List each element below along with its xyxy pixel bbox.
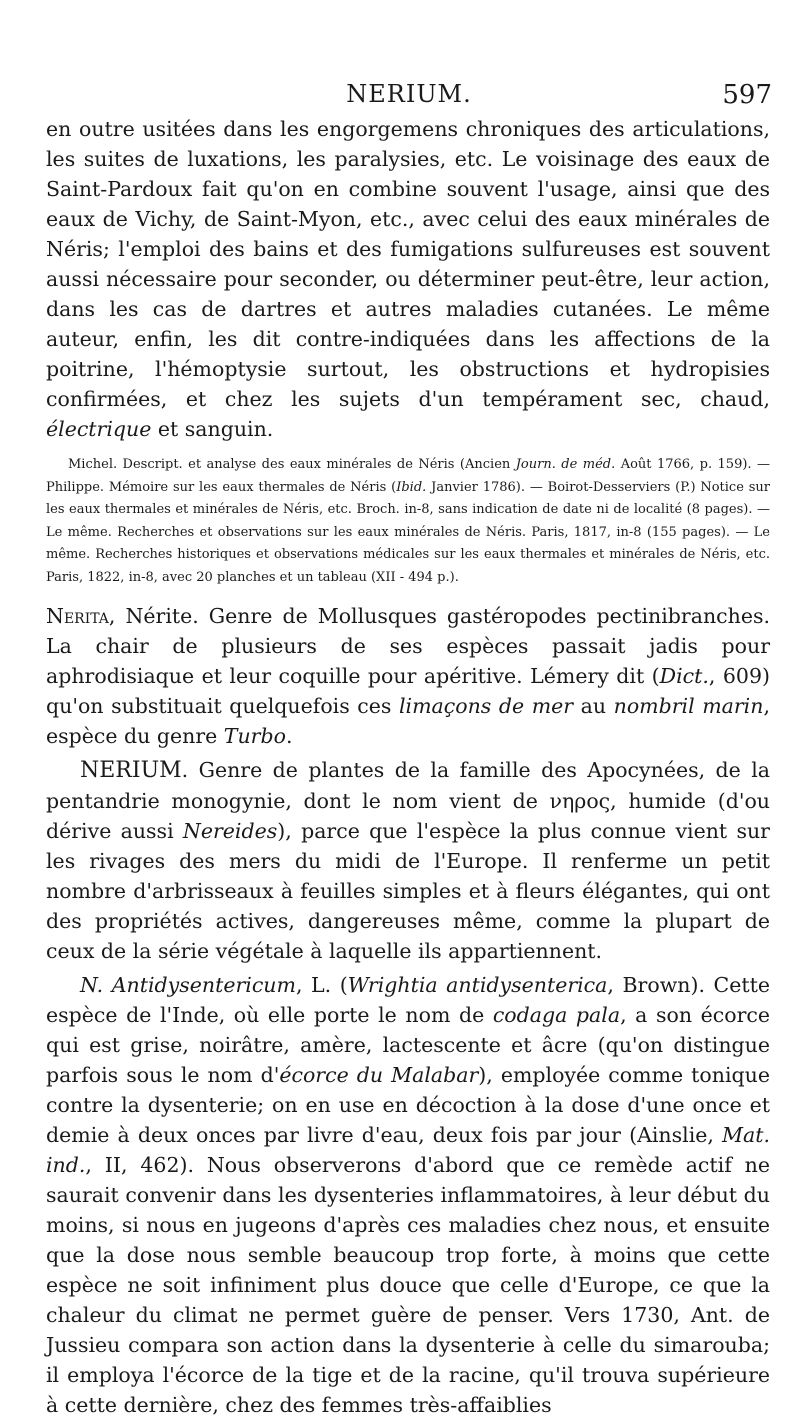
entry-antidysentericum: N. Antidysentericum, L. (Wrightia antidysenterica, Brown). Cette espèce de l'Inde, où elle porte le nom de codaga pala, a son écorce qui est grise, noirâtre, amère, lactescente et âcre (qu'on distingue parfois sous le nom d'écorce du Malabar), employée comme tonique contre la dysenterie; on en use en décoction à la dose d'une once et demie à deux onces par livre d'eau, deux fois par jour (Ainslie, Mat. ind., II, 462). Nous observerons d'abord que ce remède actif ne saurait convenir dans les dysenteries inflammatoires, à leur début du moins, si nous en jugeons d'après ces maladies chez nous, et ensuite que la dose nous semble beaucoup trop forte, à moins que cette espèce ne soit infiniment plus douce que celle d'Europe, ce que la chaleur du climat ne permet guère de penser. Vers 1730, Ant. de Jussieu compara son action dans la dysenterie à celle du simarouba; il employa l'écorce de la tige et de la racine, qu'il trouva supérieure à cette dernière, chez des femmes très-affaiblies (46, 973, 770, 1417)
headword-nerita: Nerita (46, 604, 109, 628)
entry-nerita: Nerita, Nérite. Genre de Mollusques gastéropodes pectinibranches. La chair de plusieurs de ses espèces passait jadis pour aphrodisiaque et leur coquille pour apéritive. Lémery dit (Dict., 609) qu'on substituait quelquefois ces limaçons de mer au nombril marin, espèce du genre Turbo. (46, 604, 770, 748)
headword-nerium: NERIUM (80, 758, 182, 783)
bibliography-references: Michel. Descript. et analyse des eaux minérales de Néris (Ancien Journ. de méd. Août 1766, p. 159). — Philippe. Mémoire sur les eaux thermales de Néris (Ibid. Janvier 1786). — Boirot-Desserviers (P.) Notice sur les eaux thermales et minérales de Néris, etc. Broch. in-8, sans indication de date ni de localité (8 pages). — Le même. Recherches et observations sur les eaux minérales de Néris. Paris, 1817, in-8 (155 pages). — Le même. Recherches historiques et observations médicales sur les eaux thermales et minérales de Néris, etc. Paris, 1822, in-8, avec 20 planches et un tableau (XII - 494 p.). (46, 457, 771, 585)
species-name: N. Antidysentericum (80, 973, 296, 997)
running-head (46, 80, 772, 112)
running-title: NERIUM. (346, 80, 472, 108)
page-number: 597 (722, 80, 772, 110)
entry-nerium: NERIUM. Genre de plantes de la famille des Apocynées, de la pentandrie monogynie, dont le nom vient de νηρος, humide (d'ou dérive aussi Nereides), parce que l'espèce la plus connue vient sur les rivages des mers du midi de l'Europe. Il renferme un petit nombre d'arbrisseaux à feuilles simples et à fleurs élégantes, qui ont des propriétés actives, dangereuses même, comme la plupart de ceux de la série végétale à laquelle ils appartiennent. (46, 758, 770, 963)
paragraph-neris-continuation: en outre usitées dans les engorgemens chroniques des articulations, les suites de luxations, les paralysies, etc. Le voisinage des eaux de Saint-Pardoux fait qu'on en combine souvent l'usage, ainsi que des eaux de Vichy, de Saint-Myon, etc., avec celui des eaux minérales de Néris; l'emploi des bains et des fumigations sulfureuses est souvent aussi nécessaire pour seconder, ou déterminer peut-être, leur action, dans les cas de dartres et autres maladies cutanées. Le même auteur, enfin, les dit contre-indiquées dans les affections de la poitrine, l'hémoptysie surtout, les obstructions et hydropisies confirmées, et chez les sujets d'un tempérament sec, chaud, électrique et sanguin. (46, 117, 770, 441)
page-body (46, 114, 770, 1420)
